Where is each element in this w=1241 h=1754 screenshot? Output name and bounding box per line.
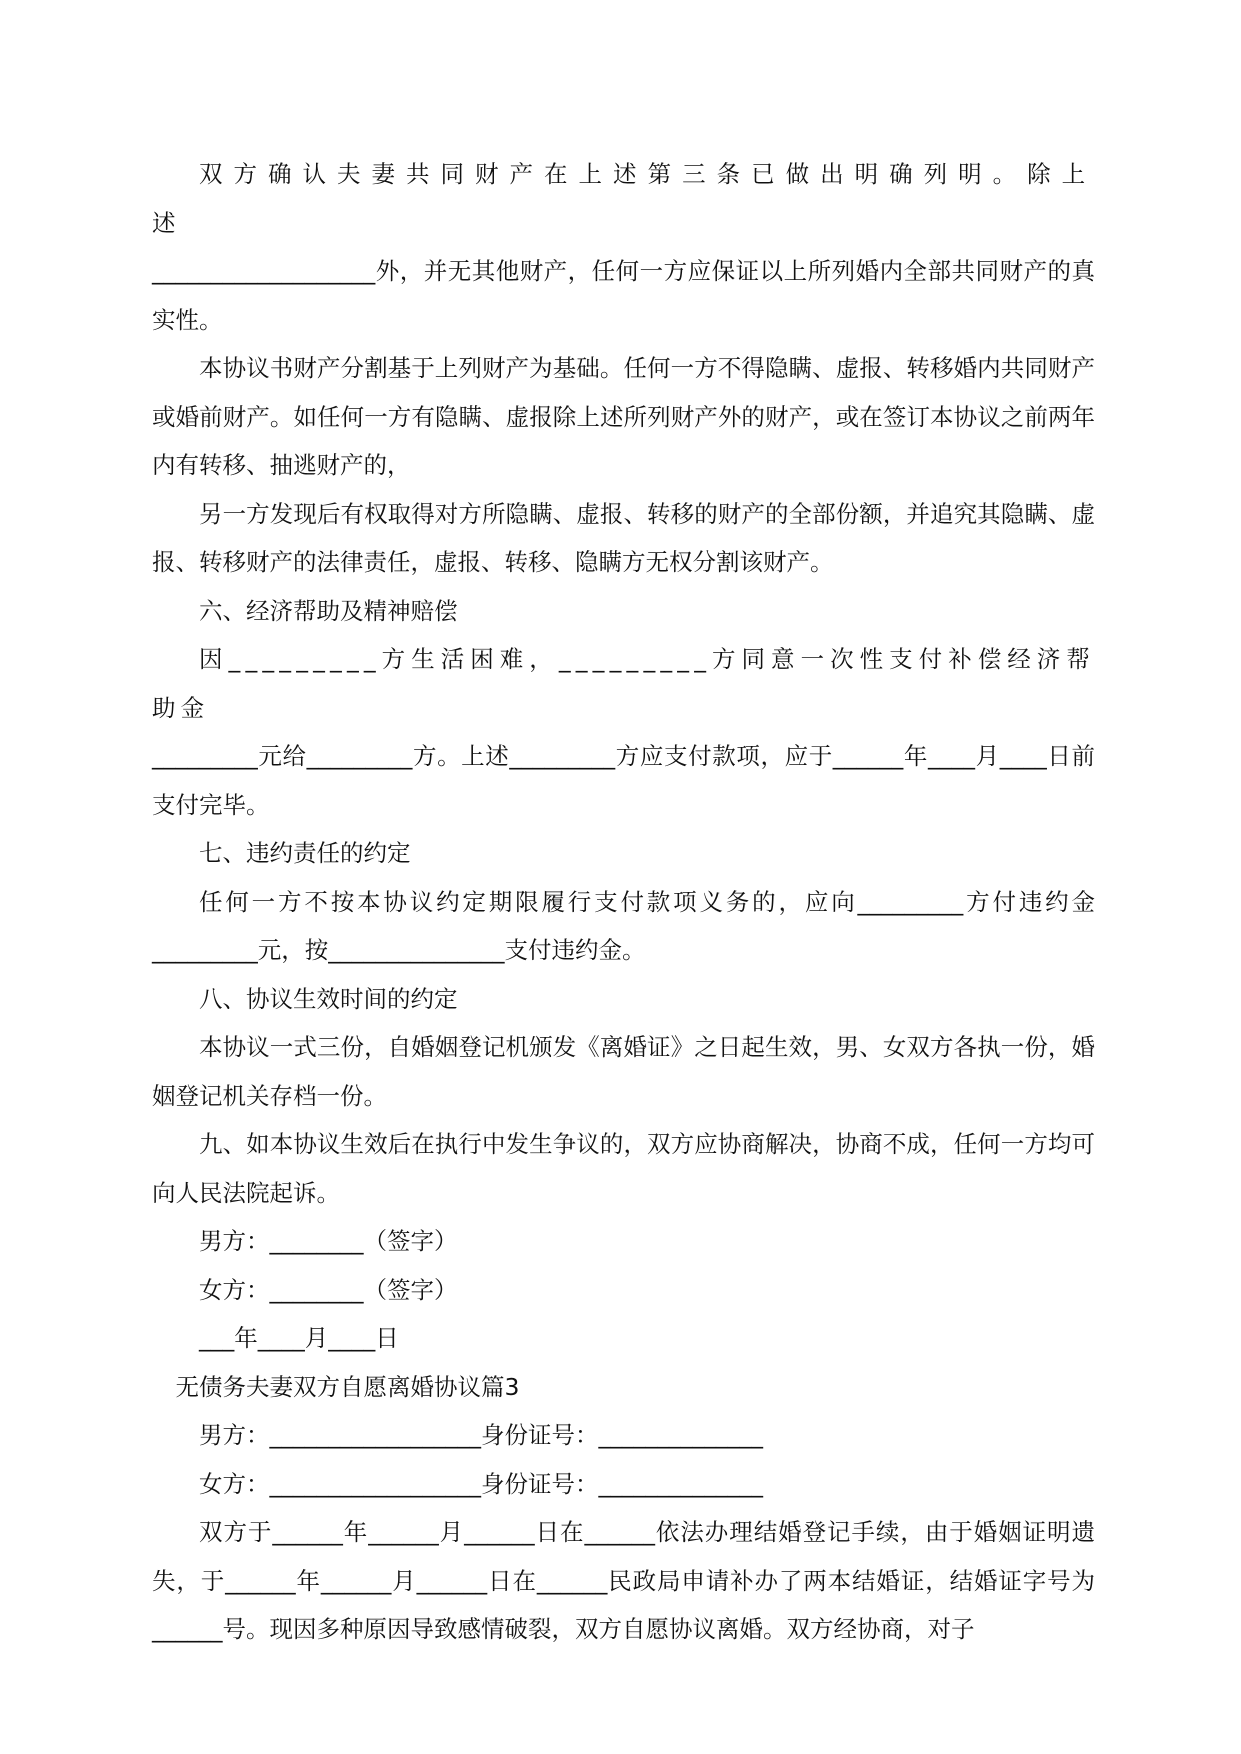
party-line-male-id: 男方：__________________身份证号：______________ xyxy=(199,1421,763,1449)
signature-date-line: ___年____月____日 xyxy=(199,1324,399,1352)
paragraph-property-confirmation: 双方确认夫妻共同财产在上述第三条已做出明确列明。除上述 xyxy=(152,160,1095,237)
agreement-title-part3: 无债务夫妻双方自愿离婚协议篇3 xyxy=(175,1372,520,1401)
paragraph-economic-aid-line2: _________元给_________方。上述_________方应支付款项，应于______年____月____日前支付完毕。 xyxy=(152,742,1095,819)
section-heading-economic-aid: 六、经济帮助及精神赔偿 xyxy=(199,596,458,625)
signature-line-female: 女方：________（签字） xyxy=(199,1275,458,1304)
paragraph-property-division-basis: 本协议书财产分割基于上列财产为基础。任何一方不得隐瞒、虚报、转移婚内共同财产或婚前财产。如任何一方有隐瞒、虚报除上述所列财产外的财产，或在签订本协议之前两年内有转移、抽逃财产的， xyxy=(152,354,1095,479)
document-body xyxy=(152,150,1095,1654)
paragraph-concealment-remedy: 另一方发现后有权取得对方所隐瞒、虚报、转移的财产的全部份额，并追究其隐瞒、虚报、转移财产的法律责任，虚报、转移、隐瞒方无权分割该财产。 xyxy=(152,499,1095,576)
paragraph-effective-time: 本协议一式三份，自婚姻登记机颁发《离婚证》之日起生效，男、女双方各执一份，婚姻登记机关存档一份。 xyxy=(152,1033,1095,1110)
paragraph-economic-aid-line1: 因_________方生活困难，_________方同意一次性支付补偿经济帮助金 xyxy=(152,645,1095,722)
paragraph-breach-penalty: 任何一方不按本协议约定期限履行支付款项义务的，应向_________方付违约金_________元，按_______________支付违约金。 xyxy=(152,887,1095,964)
paragraph-marriage-registration: 双方于______年______月______日在______依法办理结婚登记手续，由于婚姻证明遗失，于______年______月______日在______民政局申请补办了两本结婚证，结婚证字号为______号。现因多种原因导致感情破裂，双方自愿协议离婚。双方经协商，对子 xyxy=(152,1518,1095,1643)
party-line-female-id: 女方：__________________身份证号：______________ xyxy=(199,1469,763,1498)
section-heading-effective-time: 八、协议生效时间的约定 xyxy=(199,984,458,1013)
section-heading-breach: 七、违约责任的约定 xyxy=(199,839,411,867)
signature-line-male: 男方：________（签字） xyxy=(199,1227,458,1255)
paragraph-property-truthfulness: ___________________外，并无其他财产，任何一方应保证以上所列婚内全部共同财产的真实性。 xyxy=(152,257,1095,334)
paragraph-dispute-resolution: 九、如本协议生效后在执行中发生争议的，双方应协商解决，协商不成，任何一方均可向人民法院起诉。 xyxy=(152,1130,1095,1207)
